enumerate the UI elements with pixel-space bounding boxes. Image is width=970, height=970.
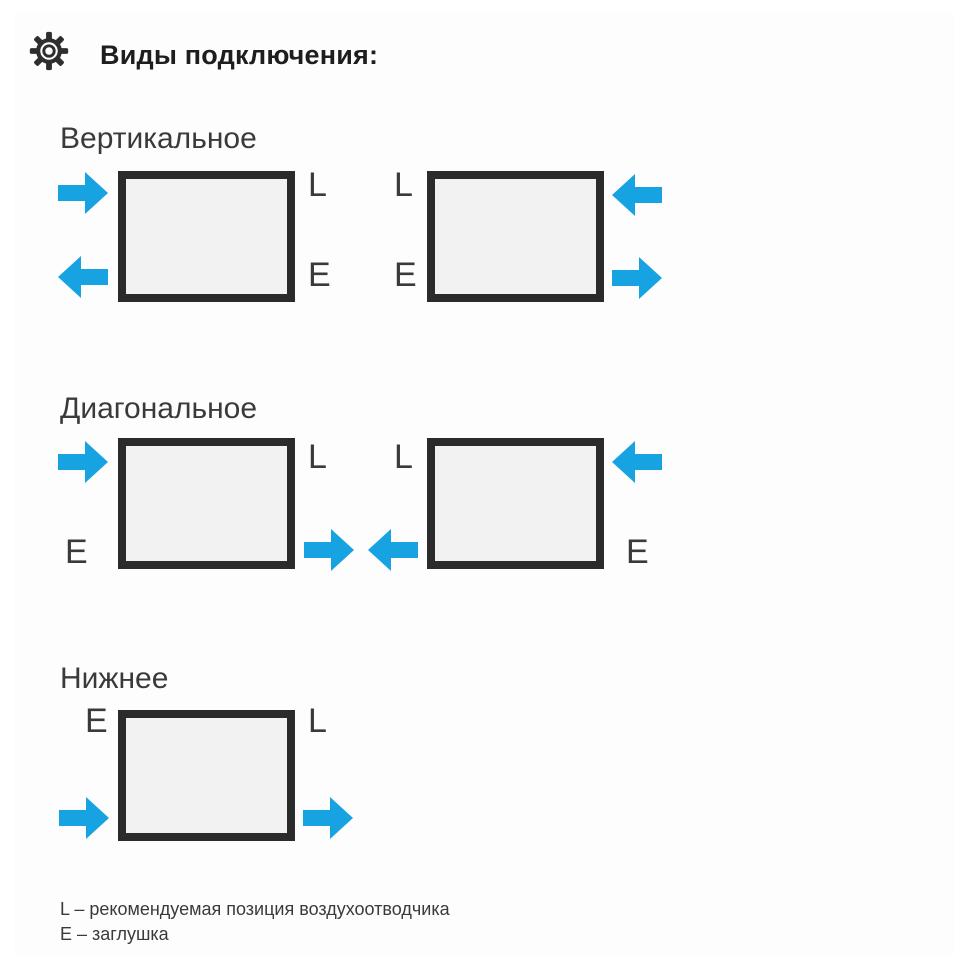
flow-arrow-right-icon: [58, 441, 108, 483]
flow-arrow-left-icon: [612, 441, 662, 483]
flow-arrow-left-icon: [368, 529, 418, 571]
section-title-bottom: Нижнее: [60, 662, 169, 695]
air-vent-label: L: [308, 166, 327, 204]
flow-arrow-right-icon: [303, 797, 353, 839]
air-vent-label: L: [308, 702, 327, 740]
radiator-box: [118, 710, 295, 841]
flow-arrow-right-icon: [612, 257, 662, 299]
plug-label: E: [394, 256, 417, 294]
legend-air-vent: L – рекомендуемая позиция воздухоотводчика: [60, 899, 450, 919]
air-vent-label: L: [394, 438, 413, 476]
plug-label: E: [65, 533, 88, 571]
legend-plug: E – заглушка: [60, 924, 169, 944]
plug-label: E: [626, 533, 649, 571]
figure-title: Виды подключения:: [100, 40, 379, 70]
radiator-box: [118, 438, 295, 569]
plug-label: E: [85, 702, 108, 740]
flow-arrow-right-icon: [58, 172, 108, 214]
radiator-box: [427, 171, 604, 302]
flow-arrow-right-icon: [304, 529, 354, 571]
legend: [60, 897, 450, 947]
section-title-diagonal: Диагональное: [60, 392, 258, 425]
flow-arrow-right-icon: [59, 797, 109, 839]
radiator-box: [118, 171, 295, 302]
flow-arrow-left-icon: [58, 256, 108, 298]
gear-icon: [29, 31, 69, 71]
radiator-box: [427, 438, 604, 569]
plug-label: E: [308, 256, 331, 294]
flow-arrow-left-icon: [612, 174, 662, 216]
air-vent-label: L: [308, 438, 327, 476]
air-vent-label: L: [394, 166, 413, 204]
section-title-vertical: Вертикальное: [60, 122, 257, 155]
